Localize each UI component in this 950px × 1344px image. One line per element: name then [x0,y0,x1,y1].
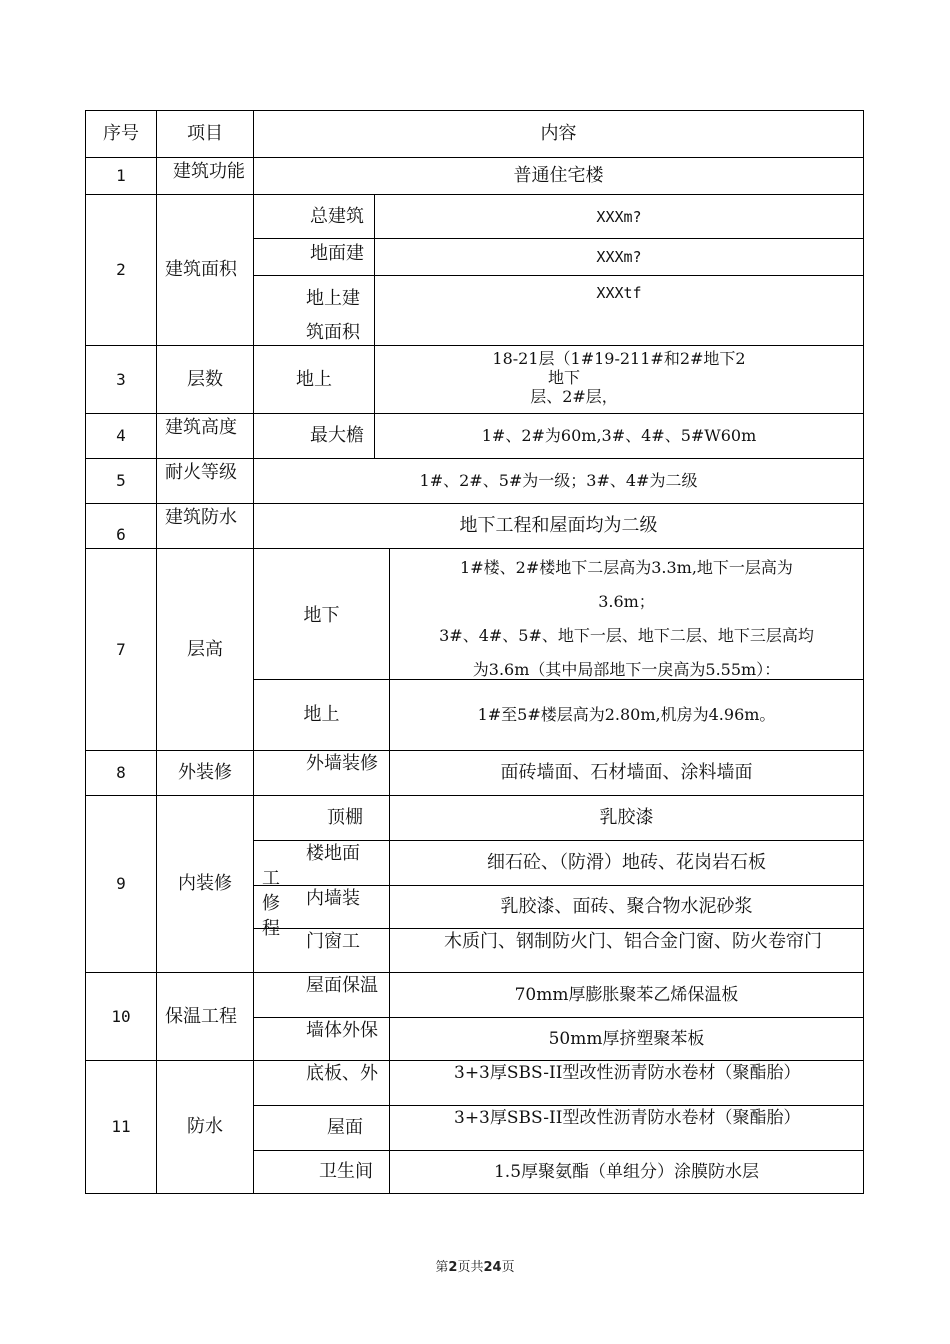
row3-content [375,346,864,414]
page-footer [0,1256,950,1275]
row10-sub2-label: 墙体外保 [254,1018,390,1061]
row3-content-line1: 18-21层（1#19-211#和2#地下2 [492,349,746,368]
row11-sub2-label: 屋面 [254,1106,390,1151]
row1-no: 1 [86,158,157,195]
row10-no: 10 [86,973,157,1061]
footer-suffix: 页 [501,1260,515,1275]
row7-sub2-label: 地上 [254,680,390,751]
row2-item: 建筑面积 [157,195,254,346]
row9-item: 内装修 [157,796,254,973]
row4-item: 建筑高度 [157,414,254,459]
row9-sub3-value: 乳胶漆、面砖、聚合物水泥砂浆 [390,886,864,929]
row9-sub4-label: 门窗工 [254,929,390,973]
row6-content: 地下工程和屋面均为二级 [254,504,864,549]
row9-sub1-label: 顶棚 [254,796,390,841]
row9-sub2-label: 楼地面 [254,841,390,886]
row6-no: 6 [86,504,157,549]
row8-item: 外装修 [157,751,254,796]
footer-mid: 页共 [457,1260,484,1275]
row11-item: 防水 [157,1061,254,1194]
row10-sub2-value: 50mm厚挤塑聚苯板 [390,1018,864,1061]
row2-sub3-label: 地上建筑面积 [254,276,375,346]
row3-content-line3: 层、2#层， [530,387,618,406]
header-content: 内容 [254,111,864,158]
row9-sub2-value: 细石砼、（防滑）地砖、花岗岩石板 [390,841,864,886]
row7-sub1-line3: 3#、4#、5#、地下一层、地下二层、地下三层高均 [439,626,814,645]
row11-sub2-value: 3+3厚SBS-II型改性沥青防水卷材（聚酯胎） [390,1106,864,1151]
row1-content: 普通住宅楼 [254,158,864,195]
row3-item: 层数 [157,346,254,414]
footer-prefix: 第 [435,1260,449,1275]
row10-sub1-value: 70mm厚膨胀聚苯乙烯保温板 [390,973,864,1018]
row4-no: 4 [86,414,157,459]
row7-sub1-line4: 为3.6m（其中局部地下一戾高为5.55m）： [472,660,781,679]
row7-sub2-value: 1#至5#楼层高为2.80m,机房为4.96m。 [390,680,864,751]
row1-item: 建筑功能 [157,158,254,195]
row7-sub1-label: 地下 [254,549,390,680]
footer-page-number: 2 [448,1260,458,1275]
row2-sub1-value: XXXm? [375,195,864,239]
row3-content-line2: 地下 [547,368,580,387]
row7-sub1-line1: 1#楼、2#楼地下二层高为3.3m,地下一层高为 [460,558,793,577]
row2-sub2-label: 地面建 [254,239,375,276]
row7-sub1-value [390,549,864,680]
row11-no: 11 [86,1061,157,1194]
header-item: 项目 [157,111,254,158]
row8-content: 面砖墙面、石材墙面、涂料墙面 [390,751,864,796]
row11-sub3-value: 1.5厚聚氨酯（单组分）涂膜防水层 [390,1151,864,1194]
row7-no: 7 [86,549,157,751]
row11-sub1-value: 3+3厚SBS-II型改性沥青防水卷材（聚酯胎） [390,1061,864,1106]
row2-sub1-label: 总建筑 [254,195,375,239]
header-no: 序号 [86,111,157,158]
row11-sub1-label: 底板、外 [254,1061,390,1106]
row11-sub3-label: 卫生间 [254,1151,390,1194]
row9-sub3-label: 内墙装 [254,886,390,929]
row5-item: 耐火等级 [157,459,254,504]
row4-sub-label: 最大檐 [254,414,375,459]
row9-sub1-value: 乳胶漆 [390,796,864,841]
row3-sub-label: 地上 [254,346,375,414]
row8-no: 8 [86,751,157,796]
row6-item: 建筑防水 [157,504,254,549]
row5-content: 1#、2#、5#为一级；3#、4#为二级 [254,459,864,504]
row10-item: 保温工程 [157,973,254,1061]
footer-total-pages: 24 [483,1260,502,1275]
row10-sub1-label: 屋面保温 [254,973,390,1018]
row3-no: 3 [86,346,157,414]
row2-sub3-value: XXXtf [375,276,864,346]
row2-no: 2 [86,195,157,346]
row7-item: 层高 [157,549,254,751]
row9-sub4-value: 木质门、钢制防火门、铝合金门窗、防火卷帘门 [390,929,864,973]
row2-sub2-value: XXXm? [375,239,864,276]
row9-group-label: 工修程 [262,868,280,939]
row4-content: 1#、2#为60m,3#、4#、5#W60m [375,414,864,459]
row5-no: 5 [86,459,157,504]
row9-no: 9 [86,796,157,973]
row8-sub-label: 外墙装修 [254,751,390,796]
row7-sub1-line2: 3.6m； [598,592,655,611]
